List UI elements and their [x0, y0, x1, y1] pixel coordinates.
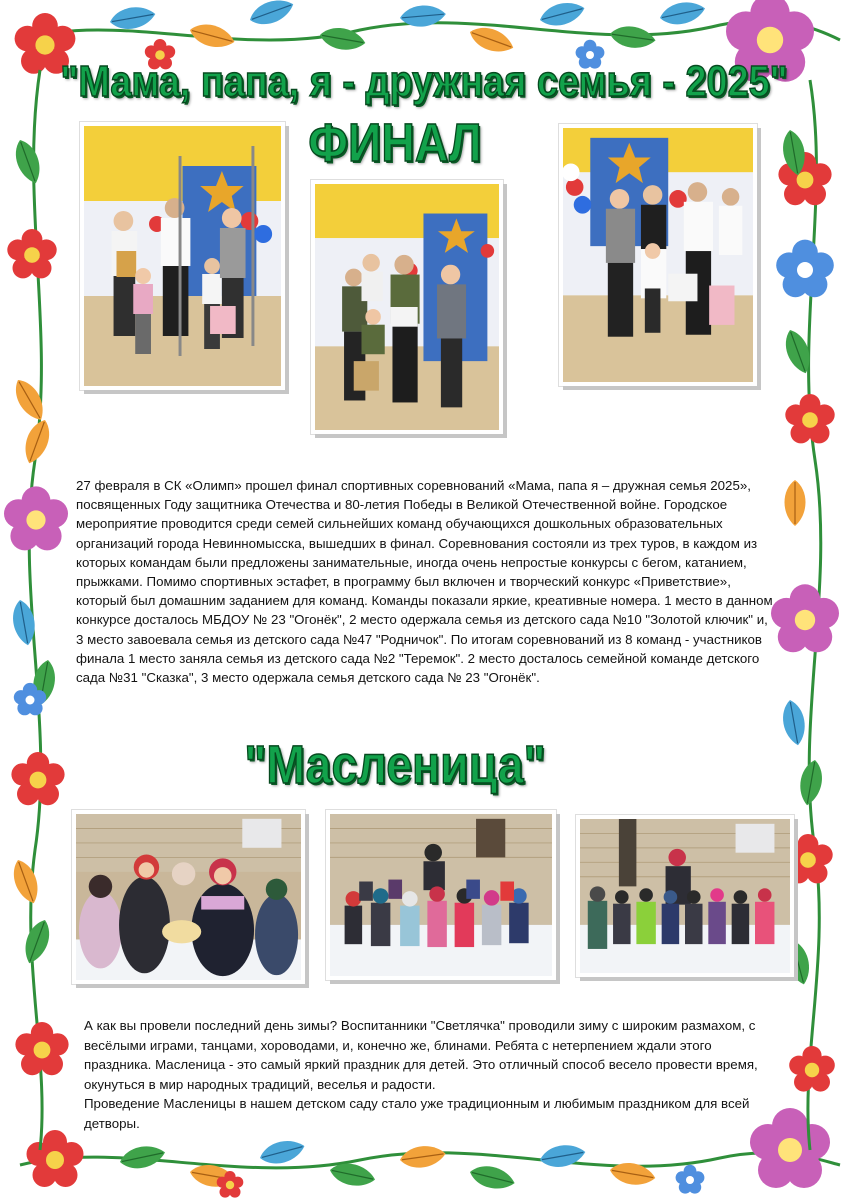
final-subtitle: ФИНАЛ [308, 113, 482, 173]
maslenitsa-title: "Масленица" [244, 735, 546, 795]
photo-maslenitsa-1 [72, 810, 305, 984]
photo-maslenitsa-2 [326, 810, 556, 980]
photo-final-family-2 [311, 180, 503, 434]
photo-final-family-3 [559, 124, 757, 386]
page-title: "Мама, папа, я - дружная семья - 2025" [60, 57, 788, 106]
photo-maslenitsa-3 [576, 815, 794, 977]
final-description: 27 февраля в СК «Олимп» прошел финал спортивных соревнований «Мама, папа я – дружная семья 2025», посвященных Году защитника Отечества и 80-летия Победы в Великой Отечественной войне. Городское мероприятие проводится среди семей сильнейших команд обучающихся дошкольных образовательных организаций города Невинномысска, вышедших в финал. Соревнования состояли из трех туров, в каждом из которых командам были предложены занимательные, иногда очень непростые конкурсы с бегом, катанием, прыжками. Помимо спортивных эстафет, в программу был включен и творческий конкурс «Приветствие», который был домашним заданием для команд. Команды показали яркие, креативные номера. 1 место в данном конкурсе досталось МБДОУ № 23 "Огонёк", 2 место одержала семья из детского сада №10 "Золотой ключик" и, 3 место завоевала семья из детского сада №47 "Родничок". По итогам соревнований из 8 команд - участников финала 1 место заняла семья из детского сада №2 "Теремок". 2 место досталось семейной команде детского сада №31 "Сказка", 3 место одержала семья детского сада № 23 "Огонёк". [76, 478, 773, 686]
maslenitsa-closing: Проведение Масленицы в нашем детском саду стало уже традиционным и любимым праздником для всей детворы. [84, 1096, 750, 1131]
photo-final-family-1 [80, 122, 285, 390]
maslenitsa-description: А как вы провели последний день зимы? Воспитанники "Светлячка" проводили зиму с широким размахом, с весёлыми играми, танцами, хороводами, и, конечно же, блинами. Ребята с нетерпением ждали этого праздника. Масленица - это самый яркий праздник для детей. Это отличный способ весело провести время, окунуться в мир народных традиций, веселья и радости. [84, 1018, 758, 1092]
